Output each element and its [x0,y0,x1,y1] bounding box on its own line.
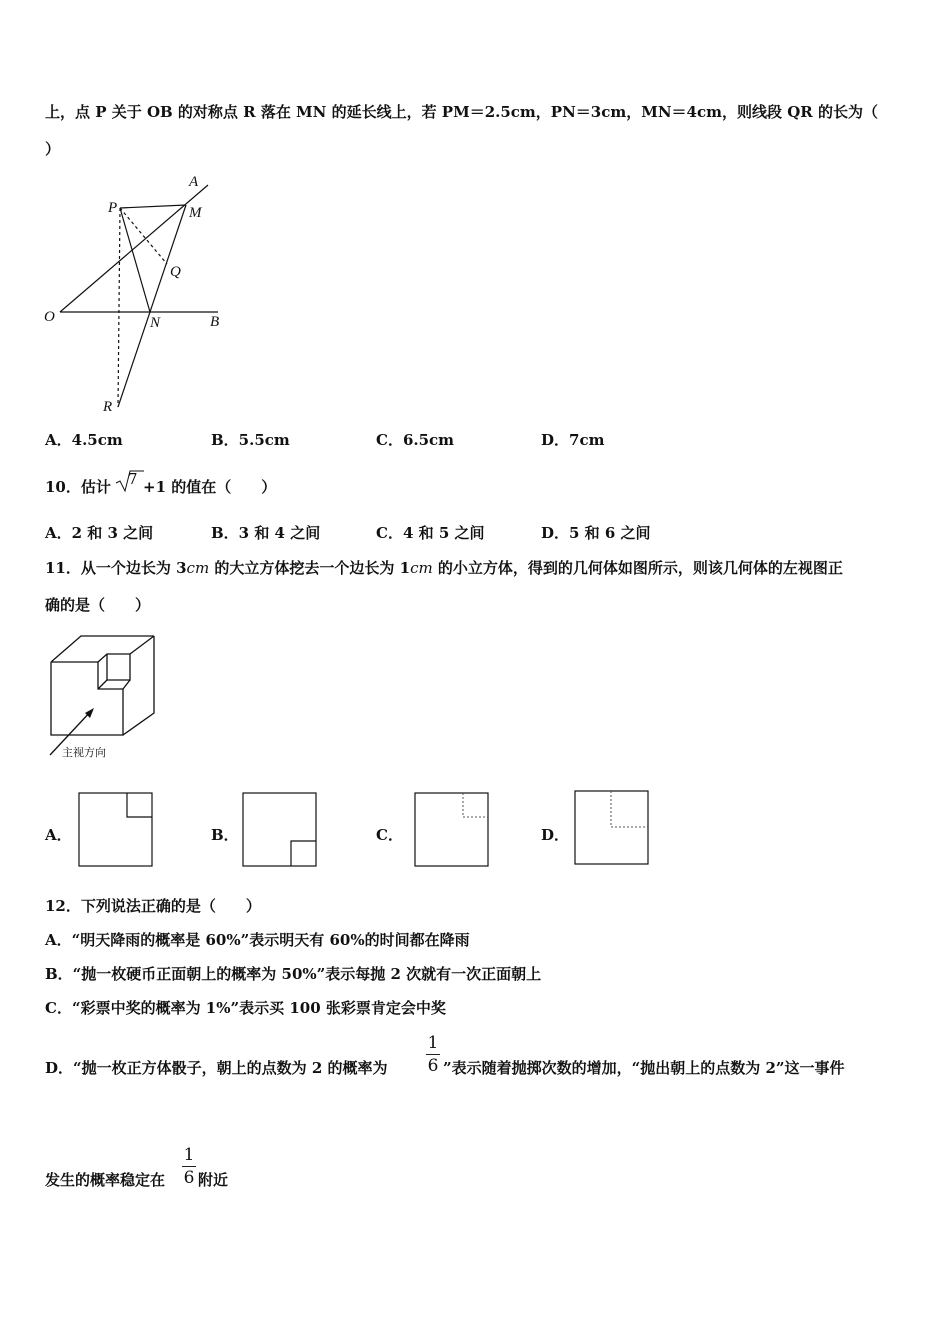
label-A: A [189,174,199,190]
label-P: P [108,200,118,216]
label-Q: Q [170,264,181,280]
q10-stem [45,477,111,497]
q10-option-d[interactable]: D．5 和 6 之间 [541,524,651,542]
q12-fraction-one-sixth [426,1033,440,1076]
q11-option-b-figure[interactable] [242,792,322,872]
q10-prefix: 10．估计 [45,478,111,496]
q9-option-b[interactable]: B．5.5cm [211,431,290,449]
q11-option-c-figure[interactable] [414,792,494,872]
q10-suffix: +1 的值在（ ） [143,478,277,496]
q11-option-a-label[interactable]: A． [45,826,72,844]
q10-option-a[interactable]: A．2 和 3 之间 [45,524,154,542]
q12-option-d-line1a[interactable]: D．“抛一枚正方体骰子，朝上的点数为 2 的概率为 [45,1059,388,1077]
q12-option-d-line2a[interactable]: 发生的概率稳定在 [45,1171,166,1189]
q9-option-d[interactable]: D．7cm [541,431,605,449]
q12-option-b[interactable]: B．“抛一枚硬币正面朝上的概率为 50%”表示每抛 2 次就有一次正面朝上 [45,965,542,983]
q11-option-c-label[interactable]: C． [376,826,403,844]
q9-stem-line1: 上，点 P 关于 OB 的对称点 R 落在 MN 的延长线上，若 PM＝2.5cm，PN＝3cm，MN＝4cm，则线段 QR 的长为（ [45,103,878,121]
q10-option-b[interactable]: B．3 和 4 之间 [211,524,321,542]
q11-option-d-label[interactable]: D． [541,826,570,844]
q11-stem-line2: 确的是（ ） [45,596,151,614]
label-N: N [150,315,161,331]
q11-stem-line1 [45,558,843,578]
q12-option-a[interactable]: A．“明天降雨的概率是 60%”表示明天有 60%的时间都在降雨 [45,931,470,949]
q11-stem-c: 的小立方体，得到的几何体如图所示，则该几何体的左视图正 [432,559,843,577]
frac2-denominator: 6 [183,1168,195,1188]
label-M: M [189,205,202,221]
frac-denominator: 6 [427,1056,439,1076]
q11-cube-figure [44,630,164,770]
frac2-bar [182,1166,196,1167]
q9-option-a[interactable]: A．4.5cm [45,431,123,449]
q9-geometry-figure [40,172,240,415]
q11-option-d-figure[interactable] [574,790,654,870]
q12-option-d-line2b[interactable]: 附近 [198,1171,229,1189]
q12-fraction-one-sixth-2 [182,1145,196,1188]
q10-radicand: 7 [128,470,138,488]
q11-stem-b: 的大立方体挖去一个边长为 1 [209,559,411,577]
frac2-numerator: 1 [183,1145,195,1165]
q12-stem: 12．下列说法正确的是（ ） [45,897,261,915]
q10-option-c[interactable]: C．4 和 5 之间 [376,524,485,542]
q11-figure-caption: 主视方向 [62,746,106,759]
q11-option-a-figure[interactable] [78,792,158,872]
q11-unit1: cm [186,559,210,577]
q11-unit2: cm [410,559,433,577]
q11-stem-a: 11．从一个边长为 3 [45,559,187,577]
q11-option-b-label[interactable]: B． [211,826,239,844]
label-B: B [210,314,220,330]
q12-option-d-line1b[interactable]: ”表示随着抛掷次数的增加，“抛出朝上的点数为 2”这一事件 [443,1059,845,1077]
label-O: O [44,309,55,325]
frac-numerator: 1 [427,1033,439,1053]
label-R: R [103,399,113,415]
q9-option-c[interactable]: C．6.5cm [376,431,455,449]
q12-option-c[interactable]: C．“彩票中奖的概率为 1%”表示买 100 张彩票肯定会中奖 [45,999,446,1017]
frac-bar [426,1054,440,1055]
q9-stem-line2: ） [45,140,61,158]
